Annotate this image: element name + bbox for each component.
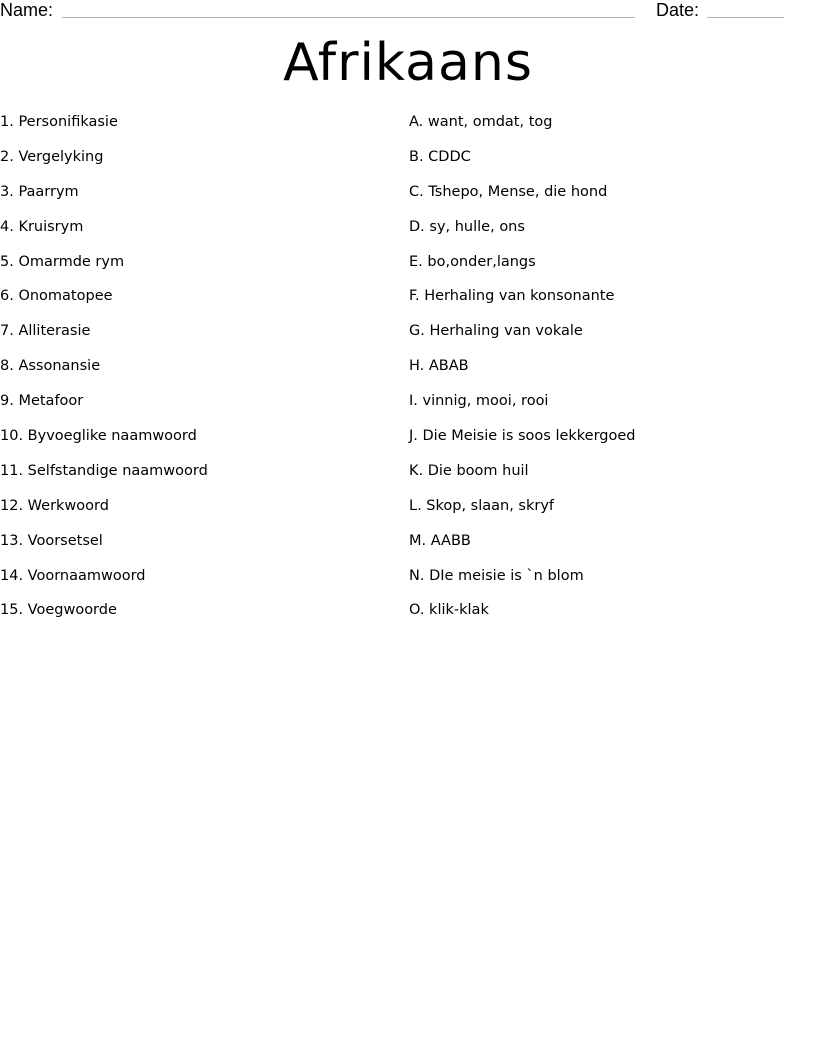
terms-list	[0, 112, 400, 635]
answer-item: G. Herhaling van vokale	[409, 323, 583, 340]
term-item: 4. Kruisrym	[0, 218, 84, 235]
name-label: Name:	[0, 0, 54, 20]
term-item: 7. Alliterasie	[0, 323, 91, 340]
answer-item: D. sy, hulle, ons	[409, 218, 525, 235]
answer-item: M. AABB	[409, 532, 471, 549]
term-item: 15. Voegwoorde	[0, 602, 117, 619]
term-item: 11. Selfstandige naamwoord	[0, 462, 208, 479]
answer-item: H. ABAB	[409, 358, 469, 375]
answer-item: B. CDDC	[409, 148, 471, 165]
term-item: 1. Personifikasie	[0, 114, 118, 130]
term-item: 9. Metafoor	[0, 393, 84, 410]
answer-item: C. Tshepo, Mense, die hond	[409, 183, 608, 200]
page-title: Afrikaans	[283, 33, 533, 93]
answer-item: J. Die Meisie is soos lekkergoed	[409, 428, 636, 445]
term-item: 13. Voorsetsel	[0, 532, 103, 549]
term-item: 10. Byvoeglike naamwoord	[0, 428, 197, 445]
term-item: 3. Paarrym	[0, 183, 79, 200]
date-label: Date:	[656, 0, 700, 20]
worksheet-header	[0, 0, 816, 24]
answer-item: I. vinnig, mooi, rooi	[409, 393, 549, 410]
answer-item: O. klik-klak	[409, 602, 489, 619]
term-item: 5. Omarmde rym	[0, 253, 125, 270]
answer-item: N. DIe meisie is `n blom	[409, 567, 584, 584]
term-item: 2. Vergelyking	[0, 148, 104, 165]
answer-item: E. bo,onder,langs	[409, 253, 536, 270]
answers-list	[409, 112, 809, 635]
term-item: 6. Onomatopee	[0, 288, 113, 305]
name-input-line[interactable]	[62, 17, 635, 18]
term-item: 14. Voornaamwoord	[0, 567, 146, 584]
term-item: 12. Werkwoord	[0, 497, 109, 514]
answer-item: F. Herhaling van konsonante	[409, 288, 615, 305]
answer-item: L. Skop, slaan, skryf	[409, 497, 555, 514]
term-item: 8. Assonansie	[0, 358, 101, 375]
date-input-line[interactable]	[707, 17, 784, 18]
answer-item: K. Die boom huil	[409, 462, 529, 479]
answer-item: A. want, omdat, tog	[409, 114, 553, 130]
